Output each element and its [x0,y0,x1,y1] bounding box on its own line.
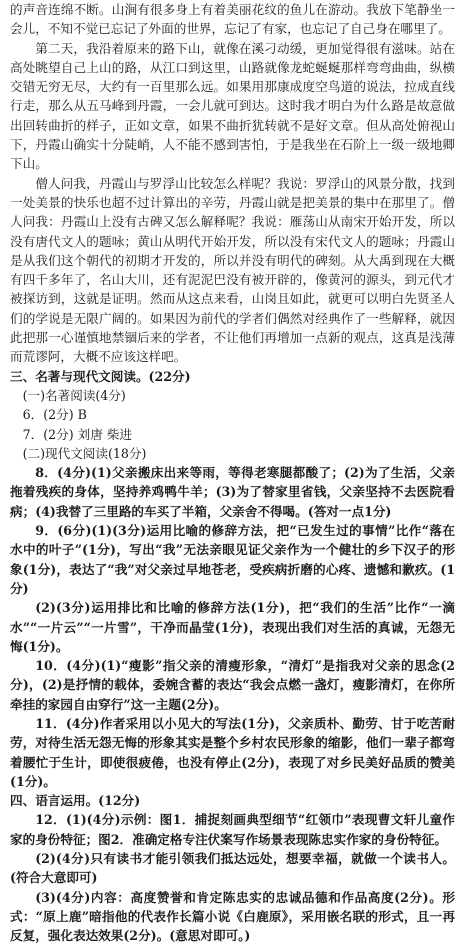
prose-paragraph-3: 僧人问我，丹霞山与罗浮山比较怎么样呢？我说：罗浮山的风景分散，找到一处美景的快乐也超不过计算出的辛劳，丹霞山就是把美景的集中在那里了。僧人问我：丹霞山上没有古碑又怎么解释呢？我说：雁荡山从南宋开始开发，所以没有唐代文人的题咏；黄山从明代开始开发，所以没有宋代文人的题咏；丹霞山是从我们这个朝代的初期才开发的，所以并没有明代的碑刻。从大禹到现在大概有四千多年了，名山大川，还有泥泥巴没有被开辟的，像黄河的源头，到元代才被探访到，这就是证明。然而从这点来看，山岗且如此，就更可以明白先贤圣人们的学说是无限广阔的。如果因为前代的学者们偶然对经典作了一些解释，就因此把那一心谨慎地禁锢后来的学者，不让他们再增加一点新的观点，这真是浅薄而荒谬阿，大概不应该这样吧。 [10,175,455,365]
answer-8: 8．(4分)(1)父亲搬床出来等雨，等得老寒腿都酸了；(2)为了生活，父亲拖着残疾的身体，坚持养鸡鸭牛羊；(3)为了替家里省钱，父亲坚持不去医院看病；(4)我替了三里路的车买了半箱，父亲舍不得喝。(答对一点1分) [10,465,455,519]
section-3-heading: 三、名著与现代文阅读。(22分) [10,368,191,384]
answer-7: 7．(2分) 刘唐 柴进 [22,426,133,442]
answer-12-part-2: (2)(4分)只有读书才能引领我们抵达远处，想要幸福，就做一个读书人。(符合大意即可) [10,851,455,886]
prose-paragraph-1: 的声音连绵不断。山涧有很多身上有着美丽花纹的鱼儿在游动。我放下笔静坐一会儿，不知不觉已忘记了外面的世界，忘记了有家，也忘记了自己身在哪里了。 [10,2,455,37]
answer-11: 11．(4分)作者采用以小见大的写法(1分)，父亲质朴、勤劳、甘于吃苦耐劳，对待生活无怨无悔的形象其实是整个乡村农民形象的缩影，他们一辈子都弯着腰忙于生计，即使很疲倦，也没有停止(2分)，表现了对乡民美好品质的赞美(1分)。 [10,715,455,789]
section-4-heading: 四、语言运用。(12分) [10,793,141,809]
answer-12-part-3: (3)(4分)内容：高度赞誉和肯定陈忠实的忠诚品德和作品高度(2分)。形式：“原上鹿”暗指他的代表作长篇小说《白鹿原》，采用嵌名联的形式，且一再反复，强化表达效果(2分)。(意思对即可。) [10,889,455,944]
answer-9-part-1: 9．(6分)(1)(3分)运用比喻的修辞方法，把“已发生过的事情”比作“落在水中的叶子”(1分)，写出“我”无法亲眼见证父亲作为一个健壮的乡下汉子的形象(1分)，表达了“我”对父亲过早地苍老，受疾病折磨的心疼、遗憾和歉疚。(1分) [10,523,455,596]
subsection-modern-reading: (二)现代文阅读(18分) [22,445,147,461]
answer-10: 10．(4分)(1)“瘦影”指父亲的清瘦形象，“清灯”是指我对父亲的思念(2分)，(2)是抒情的载体，委婉含蓄的表达“我会点燃一盏灯，瘦影清灯，在你所牵挂的家园自由穿行”这一主题(2分)。 [10,658,455,712]
subsection-classics-reading: (一)名著阅读(4分) [22,387,126,403]
answer-9-part-2: (2)(3分)运用排比和比喻的修辞方法(1分)，把“我们的生活”比作“一滴水”“一片云”“一片雪”，干净而晶莹(1分)，表现出我们对生活的真诚，无怨无悔(1分)。 [10,600,455,654]
answer-12-part-1: 12．(1)(4分)示例：图1．捕捉刻画典型细节“红领巾”表现曹文轩儿童作家的身份特征；图2．准确定格专注伏案写作场景表现陈忠实作家的身份特征。 [10,812,455,847]
answer-6: 6．(2分) B [22,407,87,423]
prose-paragraph-2: 第二天，我沿着原来的路下山，就像在溪刁动缓，更加觉得很有滋味。站在高处眺望自己上山的路，从江口到这里，山路就像龙蛇蜒蜒那样弯弯曲曲，纵横交错无穷无尽，大约有一百里那么远。如果用那康成度空鸟道的说法，拉成直线行走，那么从五马峰到丹霞，一会儿就可到达。这时我才明白为什么路是故意做出回转曲折的样子，正如文章，如果不曲折犹转就不是好文章。但从高处俯视山下，丹霞山确实十分陡峭，人不能不感到害怕，于是我坐在石阶上一级一级地卿下山。 [10,40,455,172]
